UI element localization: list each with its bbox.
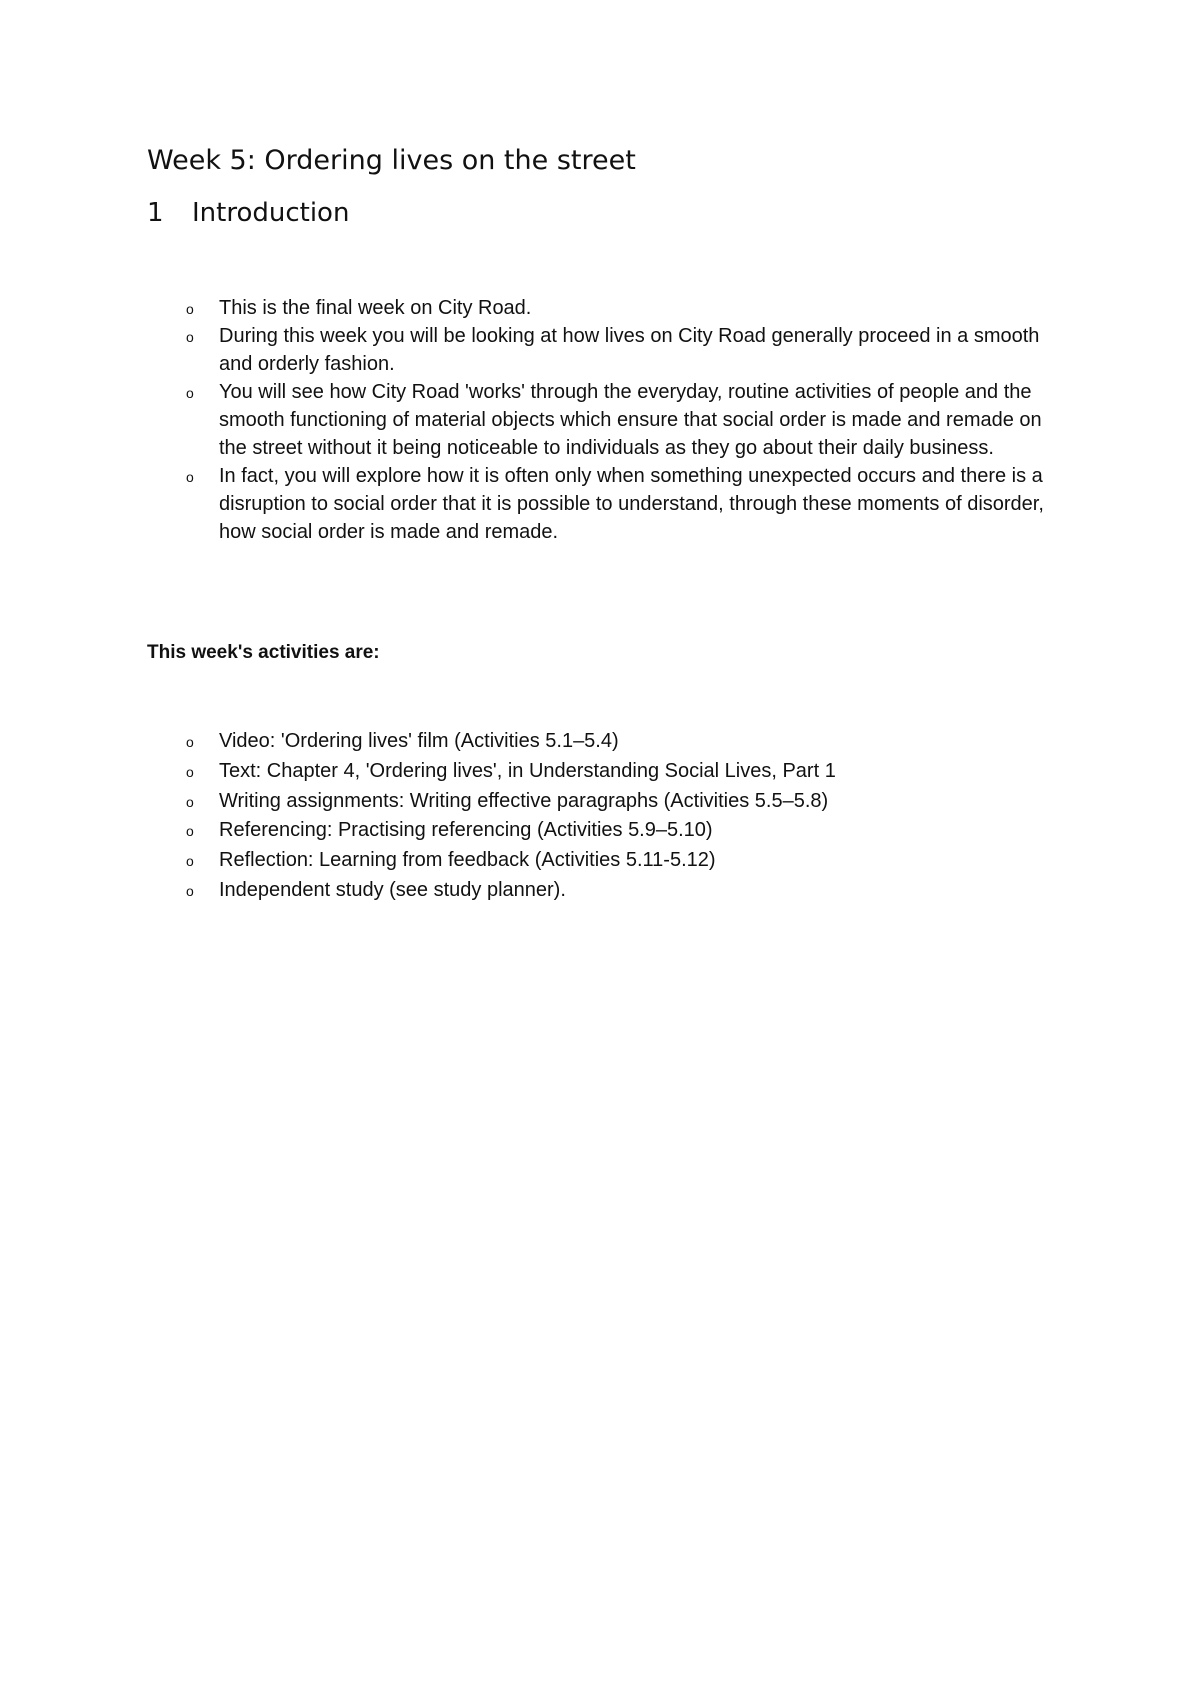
bullet-icon: o — [186, 329, 194, 345]
list-item — [0, 322, 1200, 378]
list-item-text: In fact, you will explore how it is often only when something unexpected occurs and there is a disruption to social order that it is possible to understand, through these moments of disorder, how social order is made and remade. — [219, 465, 1044, 543]
list-item-text: Text: Chapter 4, 'Ordering lives', in Understanding Social Lives, Part 1 — [219, 759, 836, 782]
list-item — [0, 462, 1200, 546]
bullet-icon: o — [186, 823, 194, 840]
list-item — [0, 846, 1200, 876]
bullet-icon: o — [186, 882, 194, 899]
list-item — [0, 876, 1200, 906]
section-number: 1 — [147, 198, 164, 228]
section-title: Introduction — [192, 198, 350, 228]
bullet-icon: o — [186, 301, 194, 317]
list-item — [0, 757, 1200, 787]
list-item — [0, 816, 1200, 846]
list-item-text: Writing assignments: Writing effective paragraphs (Activities 5.5–5.8) — [219, 789, 829, 812]
list-item-text: You will see how City Road 'works' through the everyday, routine activities of people and the smooth functioning of material objects which ensure that social order is made and remade on the street without it being noticeable to individuals as they go about their daily business. — [219, 381, 1042, 459]
list-item-text: Referencing: Practising referencing (Activities 5.9–5.10) — [219, 819, 713, 842]
list-item — [0, 727, 1200, 757]
bullet-icon: o — [186, 469, 194, 485]
activities-heading: This week's activities are: — [147, 642, 380, 663]
bullet-icon: o — [186, 853, 194, 870]
section-heading — [147, 196, 349, 230]
activities-list — [0, 727, 1200, 906]
list-item-text: This is the final week on City Road. — [219, 297, 532, 319]
intro-list — [0, 294, 1200, 546]
bullet-icon: o — [186, 793, 194, 810]
bullet-icon: o — [186, 734, 194, 750]
list-item — [0, 294, 1200, 322]
list-item — [0, 787, 1200, 817]
bullet-icon: o — [186, 763, 194, 780]
page-title: Week 5: Ordering lives on the street — [147, 145, 636, 176]
list-item-text: During this week you will be looking at how lives on City Road generally proceed in a smooth and orderly fashion. — [219, 325, 1040, 375]
bullet-icon: o — [186, 385, 194, 401]
list-item-text: Reflection: Learning from feedback (Activities 5.11-5.12) — [219, 849, 716, 872]
list-item-text: Video: 'Ordering lives' film (Activities 5.1–5.4) — [219, 730, 619, 752]
list-item-text: Independent study (see study planner). — [219, 878, 566, 901]
list-item — [0, 378, 1200, 462]
